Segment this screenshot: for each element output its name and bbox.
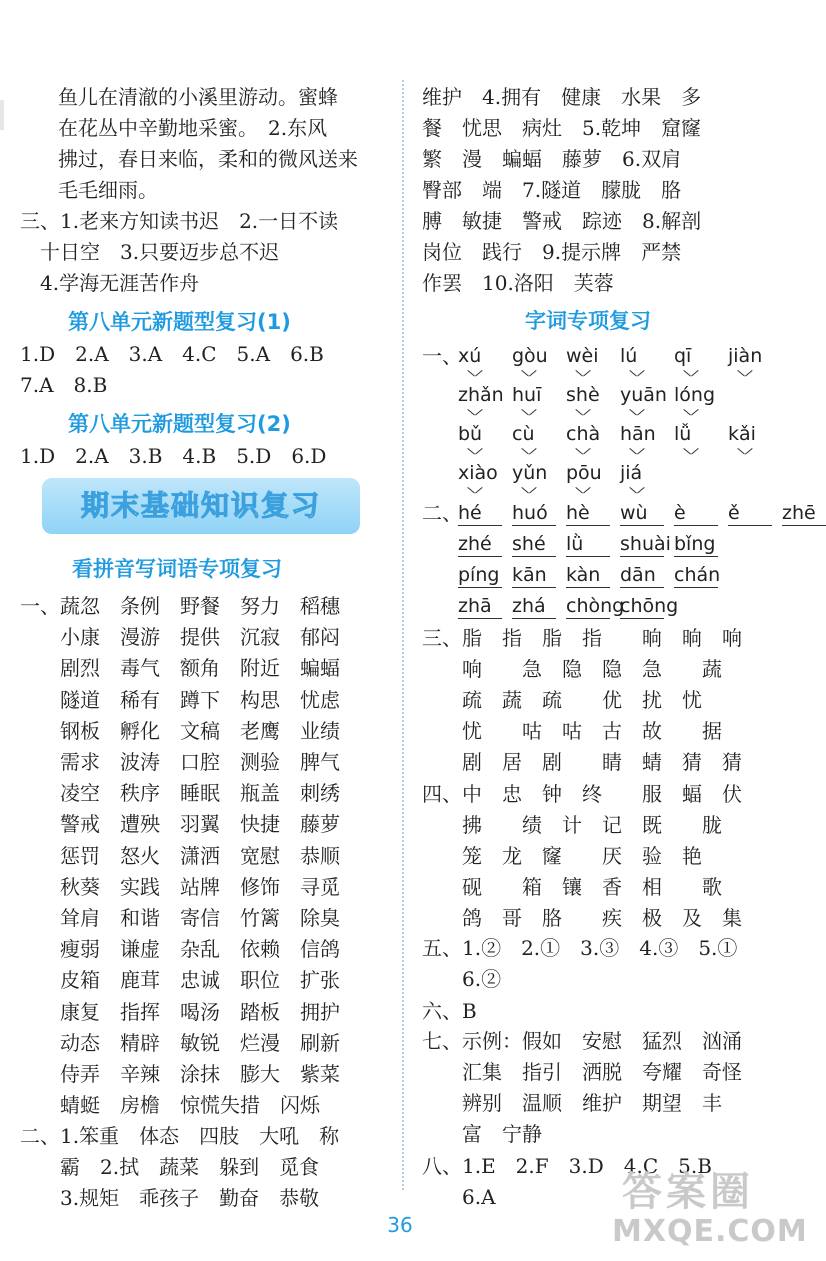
text-line: 动态 精辟 敏锐 烂漫 刷新 [20, 1030, 340, 1055]
answer-underline [728, 525, 772, 526]
pinyin-answer: chán [674, 564, 721, 586]
check-mark-icon [738, 448, 752, 457]
pinyin-answer: chōng [620, 595, 679, 617]
pinyin-answer: shuài [620, 533, 671, 555]
text-line: 四、中 忠 钟 终 服 蝠 伏 [422, 782, 742, 806]
answer-underline [566, 525, 610, 526]
answer-underline [620, 618, 664, 619]
pinyin-answer: xú [458, 345, 482, 367]
pinyin-answer: kǎi [728, 423, 756, 445]
pinyin-answer: è [674, 502, 686, 524]
text-line: 辨别 温顺 维护 期望 丰 [422, 1091, 722, 1115]
check-mark-icon [684, 409, 698, 418]
pinyin-answer: lǜ [566, 533, 584, 555]
answer-underline [458, 525, 502, 526]
answer-underline [674, 525, 718, 526]
section-label: 一、 [422, 344, 462, 368]
text-line: 臀部 端 7.隧道 朦胧 胳 [422, 178, 682, 202]
answer-underline [512, 556, 556, 557]
text-line: 耸肩 和谐 寄信 竹篱 除臭 [20, 906, 340, 930]
text-line: 七、示例：假如 安慰 猛烈 汹涌 [422, 1029, 742, 1053]
pinyin-answer: jiá [620, 462, 643, 484]
pinyin-answer: gòu [512, 345, 548, 367]
text-line: 皮箱 鹿茸 忠诚 职位 扩张 [20, 968, 340, 993]
text-line: 餐 忧思 病灶 5.乾坤 窟窿 [422, 116, 702, 140]
answer-line: 7.A 8.B [20, 373, 108, 397]
pinyin-answer: kān [512, 564, 547, 586]
text-line: 剧 居 剧 睛 蜻 猜 猜 [422, 750, 742, 774]
pinyin-answer: dān [620, 564, 656, 586]
watermark-logo [612, 1160, 808, 1255]
check-mark-icon [468, 448, 482, 457]
text-line: 需求 波涛 口腔 测验 脾气 [20, 750, 340, 774]
check-mark-icon [468, 409, 482, 418]
pinyin-answer: hé [458, 502, 482, 524]
text-line: 忧 咕 咕 古 故 据 [422, 719, 722, 743]
section-heading: 看拼音写词语专项复习 [72, 557, 282, 581]
check-mark-icon [684, 370, 698, 379]
text-line: 富 宁静 [422, 1122, 542, 1146]
answer-underline [566, 556, 610, 557]
check-mark-icon [576, 487, 590, 496]
answer-underline [458, 618, 502, 619]
watermark-text: 答案圈 [622, 1169, 754, 1215]
pinyin-answer: lú [620, 345, 638, 367]
page-number: 36 [387, 1213, 413, 1237]
pinyin-answer: pōu [566, 462, 602, 484]
answer-line: 1.D 2.A 3.A 4.C 5.A 6.B [20, 342, 324, 366]
text-line: 汇集 指引 洒脱 夸耀 奇怪 [422, 1060, 742, 1084]
answer-underline [566, 587, 610, 588]
check-mark-icon [576, 409, 590, 418]
section-heading: 第八单元新题型复习(1) [68, 310, 291, 334]
pinyin-answer: yuān [620, 384, 667, 406]
pinyin-answer: wù [620, 502, 648, 524]
pinyin-answer: zhā [458, 595, 492, 617]
pinyin-answer: shé [512, 533, 546, 555]
answer-underline [674, 587, 718, 588]
text-line: 维护 4.拥有 健康 水果 多 [422, 85, 702, 109]
pinyin-answer: cù [512, 423, 535, 445]
text-line: 凌空 秩序 睡眠 瓶盖 刺绣 [20, 781, 340, 806]
pinyin-answer: chà [566, 423, 601, 445]
text-line: 三、1.老来方知读书迟 2.一日不读 [20, 209, 339, 233]
check-mark-icon [522, 409, 536, 418]
check-mark-icon [576, 370, 590, 379]
text-line: 3.规矩 乖孩子 勤奋 恭敬 [20, 1186, 320, 1210]
pinyin-answer: shè [566, 384, 600, 406]
text-line: 侍弄 辛辣 涂抹 膨大 紫菜 [20, 1062, 340, 1086]
text-line: 蜻蜓 房檐 惊慌失措 闪烁 [20, 1093, 320, 1118]
pinyin-answer: hān [620, 423, 656, 445]
answer-underline [512, 525, 556, 526]
pinyin-answer: qī [674, 345, 692, 367]
pinyin-answer: xiào [458, 462, 498, 484]
text-line: 鱼儿在清澈的小溪里游动。蜜蜂 [58, 85, 338, 109]
pinyin-answer: jiàn [728, 345, 763, 367]
text-line: 剧烈 毒气 额角 附近 蝙蝠 [20, 656, 340, 681]
text-line: 瘦弱 谦虚 杂乱 依赖 信鸽 [20, 937, 340, 962]
answer-underline [512, 587, 556, 588]
pinyin-answer: huī [512, 384, 542, 406]
text-line: 膊 敏捷 警戒 踪迹 8.解剖 [422, 209, 702, 233]
answer-underline [782, 525, 826, 526]
pinyin-answer: yǔn [512, 462, 548, 484]
text-line: 钢板 孵化 文稿 老鹰 业绩 [20, 718, 340, 743]
text-line: 五、1.② 2.① 3.③ 4.③ 5.① [422, 936, 738, 960]
answer-underline [458, 556, 502, 557]
answer-underline [512, 618, 556, 619]
text-line: 小康 漫游 提供 沉寂 郁闷 [20, 625, 340, 650]
text-line: 4.学海无涯苦作舟 [20, 271, 200, 295]
check-mark-icon [522, 487, 536, 496]
column-divider [402, 80, 404, 1190]
text-line: 拂 绩 计 记 既 胧 [422, 813, 722, 837]
text-line: 鸽 哥 胳 疾 极 及 集 [422, 906, 742, 930]
text-line: 岗位 践行 9.提示牌 严禁 [422, 240, 682, 264]
text-line: 笼 龙 窿 厌 验 艳 [422, 844, 702, 868]
section-heading: 字词专项复习 [525, 309, 651, 333]
section-heading: 第八单元新题型复习(2) [68, 412, 291, 436]
check-mark-icon [522, 370, 536, 379]
pinyin-answer: hè [566, 502, 590, 524]
answer-line: 1.D 2.A 3.B 4.B 5.D 6.D [20, 444, 327, 468]
check-mark-icon [630, 448, 644, 457]
text-line: 拂过，春日来临，柔和的微风送来 [58, 147, 358, 171]
check-mark-icon [738, 370, 752, 379]
pinyin-answer: ě [728, 502, 740, 524]
text-line: 作罢 10.洛阳 芙蓉 [422, 271, 614, 295]
pinyin-answer: bǐng [674, 533, 716, 555]
text-line: 疏 蔬 疏 优 扰 忧 [422, 688, 702, 712]
pinyin-answer: kàn [566, 564, 601, 586]
text-line: 响 急 隐 隐 急 蔬 [422, 657, 722, 681]
pinyin-answer: lǚ [674, 423, 692, 445]
scan-edge-mark [0, 100, 4, 130]
check-mark-icon [468, 487, 482, 496]
pinyin-answer: lóng [674, 384, 716, 406]
check-mark-icon [630, 409, 644, 418]
text-line: 惩罚 怒火 潇洒 宽慰 恭顺 [20, 843, 340, 868]
text-line: 霸 2.拭 蔬菜 躲到 觅食 [20, 1155, 320, 1179]
pinyin-answer: bǔ [458, 423, 483, 445]
check-mark-icon [522, 448, 536, 457]
answer-underline [620, 587, 664, 588]
text-line: 二、1.笨重 体态 四肢 大吼 称 [20, 1124, 340, 1148]
text-line: 一、蔬忽 条例 野餐 努力 稻穗 [20, 594, 340, 618]
check-mark-icon [468, 370, 482, 379]
section-label: 二、 [422, 501, 462, 525]
pinyin-answer: píng [458, 564, 500, 586]
check-mark-icon [684, 448, 698, 457]
text-line: 秋葵 实践 站牌 修饰 寻觅 [20, 874, 340, 899]
pinyin-answer: huó [512, 502, 548, 524]
answer-underline [674, 556, 718, 557]
answer-underline [458, 587, 502, 588]
text-line: 繁 漫 蝙蝠 藤萝 6.双肩 [422, 147, 682, 171]
check-mark-icon [576, 448, 590, 457]
check-mark-icon [630, 487, 644, 496]
text-line: 隧道 稀有 蹲下 构思 忧虑 [20, 687, 340, 712]
pinyin-answer: zhé [458, 533, 492, 555]
banner-title: 期末基础知识复习 [80, 489, 321, 522]
text-line: 十日空 3.只要迈步总不迟 [20, 240, 280, 264]
section-six: 六、B [422, 999, 477, 1023]
text-line: 6.② [422, 967, 502, 991]
answer-underline [620, 556, 664, 557]
text-line: 6.A [422, 1185, 496, 1209]
text-line: 在花丛中辛勤地采蜜。 2.东风 [58, 116, 328, 140]
pinyin-answer: wèi [566, 345, 599, 367]
text-line: 三、脂 指 脂 指 晌 晌 响 [422, 626, 742, 650]
text-line: 毛毛细雨。 [58, 178, 158, 202]
pinyin-answer: zhǎn [458, 384, 504, 406]
text-line: 砚 箱 镶 香 相 歌 [422, 875, 722, 899]
pinyin-answer: zhē [782, 502, 816, 524]
review-banner [42, 478, 360, 534]
pinyin-answer: chòng [566, 595, 625, 617]
watermark-url: MXQE.COM [612, 1214, 808, 1249]
text-line: 八、1.E 2.F 3.D 4.C 5.B [422, 1154, 712, 1178]
text-line: 警戒 遭殃 羽翼 快捷 藤萝 [20, 812, 340, 837]
answer-underline [566, 618, 610, 619]
text-line: 康复 指挥 喝汤 踏板 拥护 [20, 999, 340, 1024]
check-mark-icon [630, 370, 644, 379]
pinyin-answer: zhá [512, 595, 546, 617]
answer-underline [620, 525, 664, 526]
